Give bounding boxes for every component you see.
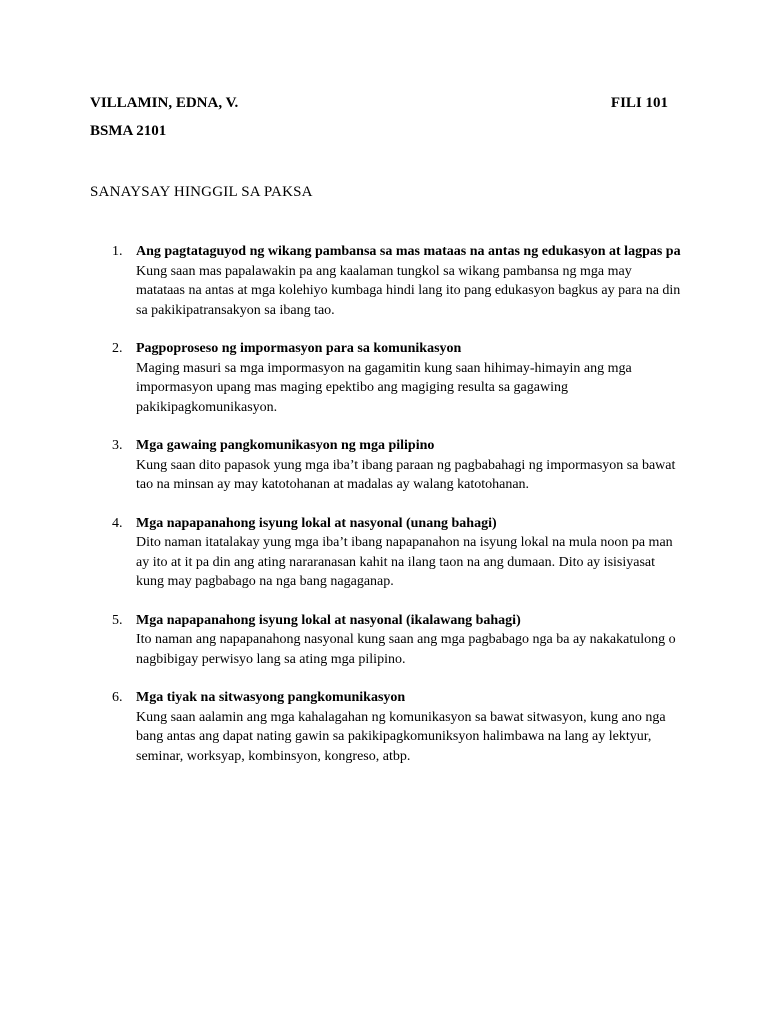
item-number: 6. [112, 690, 123, 705]
subject-code: FILI 101 [610, 95, 668, 111]
list-item [112, 242, 684, 320]
item-body: Kung saan mas papalawakin pa ang kaalaman tungkol sa wikang pambansa ng mga may matataas na antas at mga kolehiyo kumbaga hindi lang ito pang edukasyon bagkus ay para na din sa pakikipatransakyon sa ibang tao. [136, 263, 681, 318]
item-body: Ito naman ang napapanahong nasyonal kung saan ang mga pagbabago nga ba ay nakakatulong o nagbibigay perwisyo lang sa ating mga pilipino. [136, 632, 676, 667]
item-title: Mga tiyak na sitwasyong pangkomunikasyon [136, 690, 406, 705]
student-name: VILLAMIN, EDNA, V. [90, 95, 239, 111]
item-body: Kung saan aalamin ang mga kahalagahan ng komunikasyon sa bawat sitwasyon, kung ano nga bang antas ang dapat nating gawin sa pakikipagkomuniksyon halimbawa na lang ay lektyur, seminar, worksyap, kombinsyon, kongreso, atbp. [136, 709, 666, 764]
item-title: Mga napapanahong isyung lokal at nasyonal (unang bahagi) [136, 515, 497, 531]
item-number: 4. [112, 515, 123, 531]
item-title: Mga gawaing pangkomunikasyon ng mga pilipino [136, 438, 435, 453]
list-item [112, 611, 684, 670]
topic-list [0, 242, 768, 785]
item-body: Dito naman itatalakay yung mga iba’t ibang napapanahon na isyung lokal na mula noon pa man ay ito at it pa din ang ating nararanasan kahit na ilang taon na ang dumaan. Dito ay isisiyasat kung may pagbabago na nga bang nagaganap. [136, 535, 673, 589]
list-item [112, 339, 684, 417]
item-body: Maging masuri sa mga impormasyon na gagamitin kung saan hihimay-himayin ang mga impormasyon upang mas maging epektibo ang magiging resulta sa gagawing pakikipagkomunikasyon. [136, 360, 632, 415]
item-number: 3. [112, 438, 123, 453]
item-title: Pagpoproseso ng impormasyon para sa komunikasyon [136, 341, 462, 356]
list-item [112, 514, 684, 592]
item-title: Mga napapanahong isyung lokal at nasyonal (ikalawang bahagi) [136, 612, 521, 628]
item-number: 5. [112, 612, 123, 628]
list-item [112, 688, 684, 766]
item-number: 2. [112, 341, 123, 356]
list-item [112, 436, 684, 495]
section-code: BSMA 2101 [90, 123, 167, 139]
item-number: 1. [112, 244, 123, 259]
item-body: Kung saan dito papasok yung mga iba’t ibang paraan ng pagbabahagi ng impormasyon sa bawat tao na minsan ay may katotohanan at madalas ay walang katotohanan. [136, 457, 676, 492]
item-title: Ang pagtataguyod ng wikang pambansa sa mas mataas na antas ng edukasyon at lagpas pa [136, 244, 681, 259]
essay-title: SANAYSAY HINGGIL SA PAKSA [90, 184, 313, 200]
